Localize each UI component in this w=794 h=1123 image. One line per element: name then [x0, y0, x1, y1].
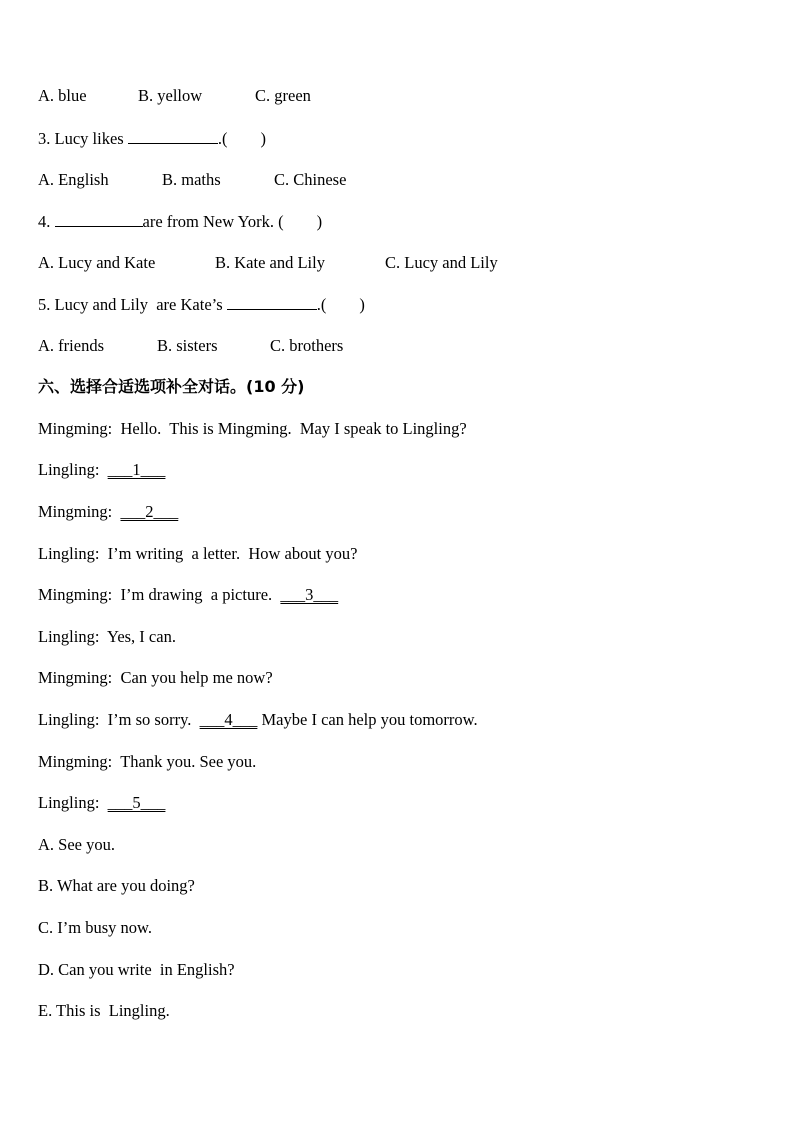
dialogue-line-4: Lingling: I’m writing a letter. How about you?: [38, 544, 358, 563]
dialogue-line-5-text: Mingming: I’m drawing a picture.: [38, 585, 281, 604]
question-3-suffix: .( ): [217, 129, 266, 148]
q2-option-c[interactable]: C. green: [255, 86, 311, 105]
section-6-title: 六、选择合适选项补全对话。(10 分): [38, 377, 305, 396]
q2-option-b[interactable]: B. yellow: [138, 86, 203, 105]
q2-option-a[interactable]: A. blue: [38, 86, 87, 105]
dialogue-blank-4[interactable]: ___4___: [199, 710, 258, 729]
dialogue-line-10: [38, 791, 165, 815]
dialogue-blank-3[interactable]: ___3___: [280, 585, 339, 604]
question-5-suffix: .( ): [316, 295, 365, 314]
question-3-prefix: 3. Lucy likes: [38, 129, 128, 148]
q4-option-a[interactable]: A. Lucy and Kate: [38, 253, 156, 272]
q5-options-row: [38, 334, 344, 358]
dialogue-blank-2[interactable]: ___2___: [120, 502, 179, 521]
question-3: [38, 126, 266, 150]
question-4-suffix: are from New York. ( ): [142, 212, 323, 231]
dialogue-line-1: Mingming: Hello. This is Mingming. May I speak to Lingling?: [38, 419, 467, 438]
question-5-blank[interactable]: [227, 292, 317, 310]
q3-option-a[interactable]: A. English: [38, 170, 109, 189]
dialogue-line-2: [38, 458, 165, 482]
q3-option-c[interactable]: C. Chinese: [274, 170, 347, 189]
question-4-prefix: 4.: [38, 212, 55, 231]
dialogue-line-8: [38, 708, 478, 732]
dialogue-line-3: [38, 500, 178, 524]
dialogue-line-5: [38, 583, 338, 607]
dialogue-speaker: Lingling:: [38, 460, 108, 479]
q3-option-b[interactable]: B. maths: [162, 170, 221, 189]
question-4: [38, 209, 322, 233]
q3-options-row: [38, 168, 347, 192]
dialogue-line-8-text: Lingling: I’m so sorry.: [38, 710, 200, 729]
question-4-blank[interactable]: [55, 209, 143, 227]
question-5: [38, 292, 365, 316]
dialogue-speaker: Lingling:: [38, 793, 108, 812]
answer-option-e[interactable]: E. This is Lingling.: [38, 1001, 170, 1020]
answer-option-b[interactable]: B. What are you doing?: [38, 876, 195, 895]
q5-option-c[interactable]: C. brothers: [270, 336, 344, 355]
dialogue-line-7: Mingming: Can you help me now?: [38, 668, 273, 687]
q5-option-a[interactable]: A. friends: [38, 336, 104, 355]
dialogue-blank-1[interactable]: ___1___: [107, 460, 166, 479]
q4-option-b[interactable]: B. Kate and Lily: [215, 253, 325, 272]
dialogue-blank-5[interactable]: ___5___: [107, 793, 166, 812]
q2-options-row: [38, 84, 311, 108]
dialogue-line-9: Mingming: Thank you. See you.: [38, 752, 257, 771]
dialogue-line-8-after: Maybe I can help you tomorrow.: [257, 710, 478, 729]
answer-option-a[interactable]: A. See you.: [38, 835, 115, 854]
question-5-prefix: 5. Lucy and Lily are Kate’s: [38, 295, 227, 314]
q5-option-b[interactable]: B. sisters: [157, 336, 218, 355]
dialogue-line-6: Lingling: Yes, I can.: [38, 627, 176, 646]
question-3-blank[interactable]: [128, 126, 218, 144]
answer-option-c[interactable]: C. I’m busy now.: [38, 918, 152, 937]
answer-option-d[interactable]: D. Can you write in English?: [38, 960, 235, 979]
q4-option-c[interactable]: C. Lucy and Lily: [385, 253, 498, 272]
q4-options-row: [38, 251, 498, 275]
dialogue-speaker: Mingming:: [38, 502, 121, 521]
